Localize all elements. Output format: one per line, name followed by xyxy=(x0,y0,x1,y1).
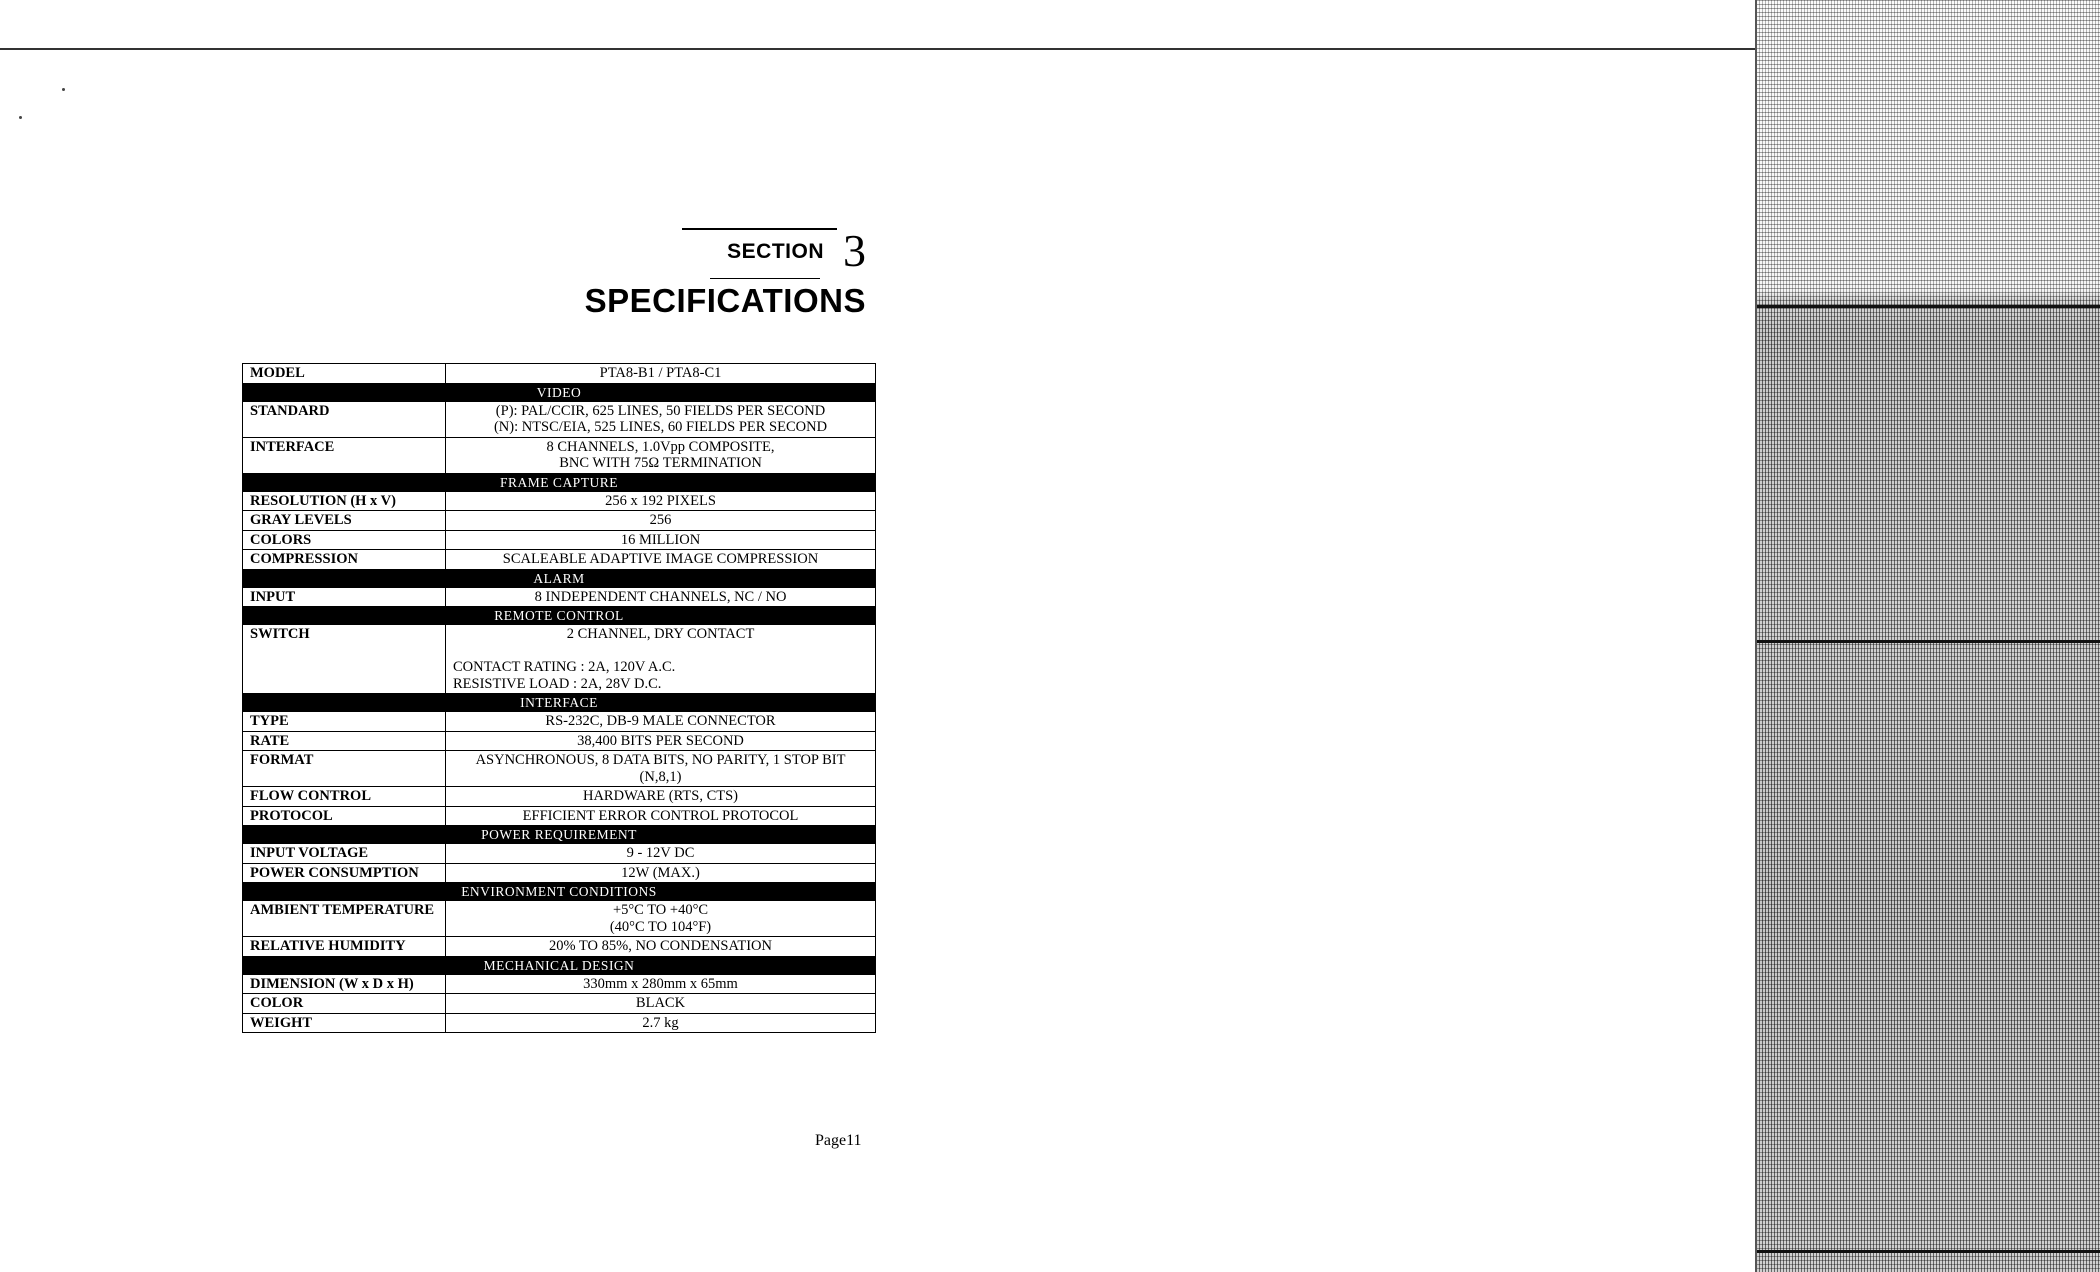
table-row xyxy=(243,787,876,807)
spec-value-line: 256 x 192 PIXELS xyxy=(605,492,716,509)
spec-value-line: (N,8,1) xyxy=(639,768,682,785)
spec-label: FLOW CONTROL xyxy=(243,787,446,807)
scanned-page-edge xyxy=(1755,0,2100,1272)
spec-value-line: 12W (MAX.) xyxy=(621,864,700,881)
spec-value-line: HARDWARE (RTS, CTS) xyxy=(582,788,738,804)
section-rule-under xyxy=(710,278,820,279)
table-row xyxy=(243,401,876,437)
spec-value xyxy=(446,994,876,1014)
spec-value xyxy=(446,806,876,826)
spec-value xyxy=(446,974,876,994)
table-group-header xyxy=(243,956,876,974)
table-row xyxy=(243,437,876,473)
section-number: 3 xyxy=(843,225,866,276)
spec-label: TYPE xyxy=(243,712,446,732)
spec-value-line: SCALEABLE ADAPTIVE IMAGE COMPRESSION xyxy=(502,551,819,567)
table-row xyxy=(243,625,876,694)
table-group-header xyxy=(243,607,876,625)
scan-speck xyxy=(62,88,65,91)
group-header-label: FRAME CAPTURE xyxy=(243,473,876,491)
spec-label: GRAY LEVELS xyxy=(243,511,446,531)
spec-value-line: BLACK xyxy=(635,995,686,1011)
spec-label: COLORS xyxy=(243,530,446,550)
spec-value-line: 8 INDEPENDENT CHANNELS, NC / NO xyxy=(534,588,787,605)
table-row xyxy=(243,731,876,751)
spec-value xyxy=(446,625,876,694)
spec-label: RESOLUTION (H x V) xyxy=(243,491,446,511)
spec-label: COLOR xyxy=(243,994,446,1014)
table-row xyxy=(243,511,876,531)
spec-value-line: BNC WITH 75Ω TERMINATION xyxy=(559,455,762,471)
section-header xyxy=(560,222,866,332)
spec-value xyxy=(446,491,876,511)
spec-value-line: 330mm x 280mm x 65mm xyxy=(583,975,738,992)
table-row xyxy=(243,751,876,787)
spec-value xyxy=(446,587,876,607)
spec-value-line xyxy=(453,643,868,660)
table-group-header xyxy=(243,569,876,587)
spec-label: SWITCH xyxy=(243,625,446,694)
spec-value-line: 256 xyxy=(649,512,672,528)
spec-value xyxy=(446,437,876,473)
spec-value xyxy=(446,511,876,531)
table-row xyxy=(243,587,876,607)
spec-label: COMPRESSION xyxy=(243,550,446,570)
spec-value-line: RS-232C, DB-9 MALE CONNECTOR xyxy=(545,713,776,729)
table-row xyxy=(243,844,876,864)
table-row xyxy=(243,994,876,1014)
page-title: SPECIFICATIONS xyxy=(584,282,866,319)
group-header-label: INTERFACE xyxy=(243,694,876,712)
section-label: SECTION xyxy=(727,240,824,263)
scan-speck xyxy=(19,116,22,119)
top-rule xyxy=(0,48,1760,50)
group-header-label: REMOTE CONTROL xyxy=(243,607,876,625)
table-row xyxy=(243,364,876,384)
spec-value-line: 20% TO 85%, NO CONDENSATION xyxy=(548,938,772,954)
spec-value xyxy=(446,364,876,384)
spec-label: INPUT xyxy=(243,587,446,607)
table-group-header xyxy=(243,883,876,901)
page-number: Page11 xyxy=(815,1132,862,1149)
spec-value xyxy=(446,751,876,787)
spec-label: AMBIENT TEMPERATURE xyxy=(243,901,446,937)
table-row xyxy=(243,1013,876,1033)
group-header-label: MECHANICAL DESIGN xyxy=(243,956,876,974)
spec-label: WEIGHT xyxy=(243,1013,446,1033)
spec-value-line: (40°C TO 104°F) xyxy=(609,918,712,935)
spec-value xyxy=(446,712,876,732)
spec-value xyxy=(446,787,876,807)
table-row xyxy=(243,901,876,937)
spec-label: STANDARD xyxy=(243,401,446,437)
spec-label: PROTOCOL xyxy=(243,806,446,826)
spec-label: MODEL xyxy=(243,364,446,384)
spec-value xyxy=(446,550,876,570)
spec-value xyxy=(446,731,876,751)
table-row xyxy=(243,806,876,826)
table-row xyxy=(243,550,876,570)
specifications-table xyxy=(242,363,876,1033)
spec-value-line: 8 CHANNELS, 1.0Vpp COMPOSITE, xyxy=(546,438,775,455)
spec-value-line: PTA8-B1 / PTA8-C1 xyxy=(599,365,722,381)
spec-value xyxy=(446,863,876,883)
spec-value-line: CONTACT RATING : 2A, 120V A.C. xyxy=(453,659,676,675)
table-group-header xyxy=(243,694,876,712)
spec-value-line: ASYNCHRONOUS, 8 DATA BITS, NO PARITY, 1 STOP BIT xyxy=(475,752,846,768)
spec-value-line: (P): PAL/CCIR, 625 LINES, 50 FIELDS PER SECOND xyxy=(495,402,826,419)
spec-value xyxy=(446,901,876,937)
table-group-header xyxy=(243,826,876,844)
spec-label: INTERFACE xyxy=(243,437,446,473)
spec-value xyxy=(446,844,876,864)
spec-value xyxy=(446,530,876,550)
spec-label: DIMENSION (W x D x H) xyxy=(243,974,446,994)
spec-value-line: 9 - 12V DC xyxy=(626,845,695,861)
group-header-label: ENVIRONMENT CONDITIONS xyxy=(243,883,876,901)
spec-label: INPUT VOLTAGE xyxy=(243,844,446,864)
spec-value-line: 38,400 BITS PER SECOND xyxy=(577,732,744,749)
table-group-header xyxy=(243,473,876,491)
table-row xyxy=(243,974,876,994)
section-rule-top xyxy=(682,228,837,230)
spec-value xyxy=(446,937,876,957)
spec-value-line: 2.7 kg xyxy=(642,1014,679,1031)
spec-value xyxy=(446,401,876,437)
spec-value-line: RESISTIVE LOAD : 2A, 28V D.C. xyxy=(453,675,662,692)
spec-label: RATE xyxy=(243,731,446,751)
group-header-label: VIDEO xyxy=(243,383,876,401)
table-row xyxy=(243,863,876,883)
spec-value xyxy=(446,1013,876,1033)
spec-label: POWER CONSUMPTION xyxy=(243,863,446,883)
group-header-label: ALARM xyxy=(243,569,876,587)
spec-value-line: EFFICIENT ERROR CONTROL PROTOCOL xyxy=(522,807,799,824)
table-row xyxy=(243,712,876,732)
spec-value-line: (N): NTSC/EIA, 525 LINES, 60 FIELDS PER SECOND xyxy=(493,419,828,435)
table-group-header xyxy=(243,383,876,401)
spec-value-line: +5°C TO +40°C xyxy=(612,902,709,918)
spec-label: FORMAT xyxy=(243,751,446,787)
table-row xyxy=(243,491,876,511)
spec-label: RELATIVE HUMIDITY xyxy=(243,937,446,957)
table-row xyxy=(243,937,876,957)
spec-value-line: 2 CHANNEL, DRY CONTACT xyxy=(566,626,755,642)
spec-value-line: 16 MILLION xyxy=(620,531,701,548)
group-header-label: POWER REQUIREMENT xyxy=(243,826,876,844)
table-row xyxy=(243,530,876,550)
